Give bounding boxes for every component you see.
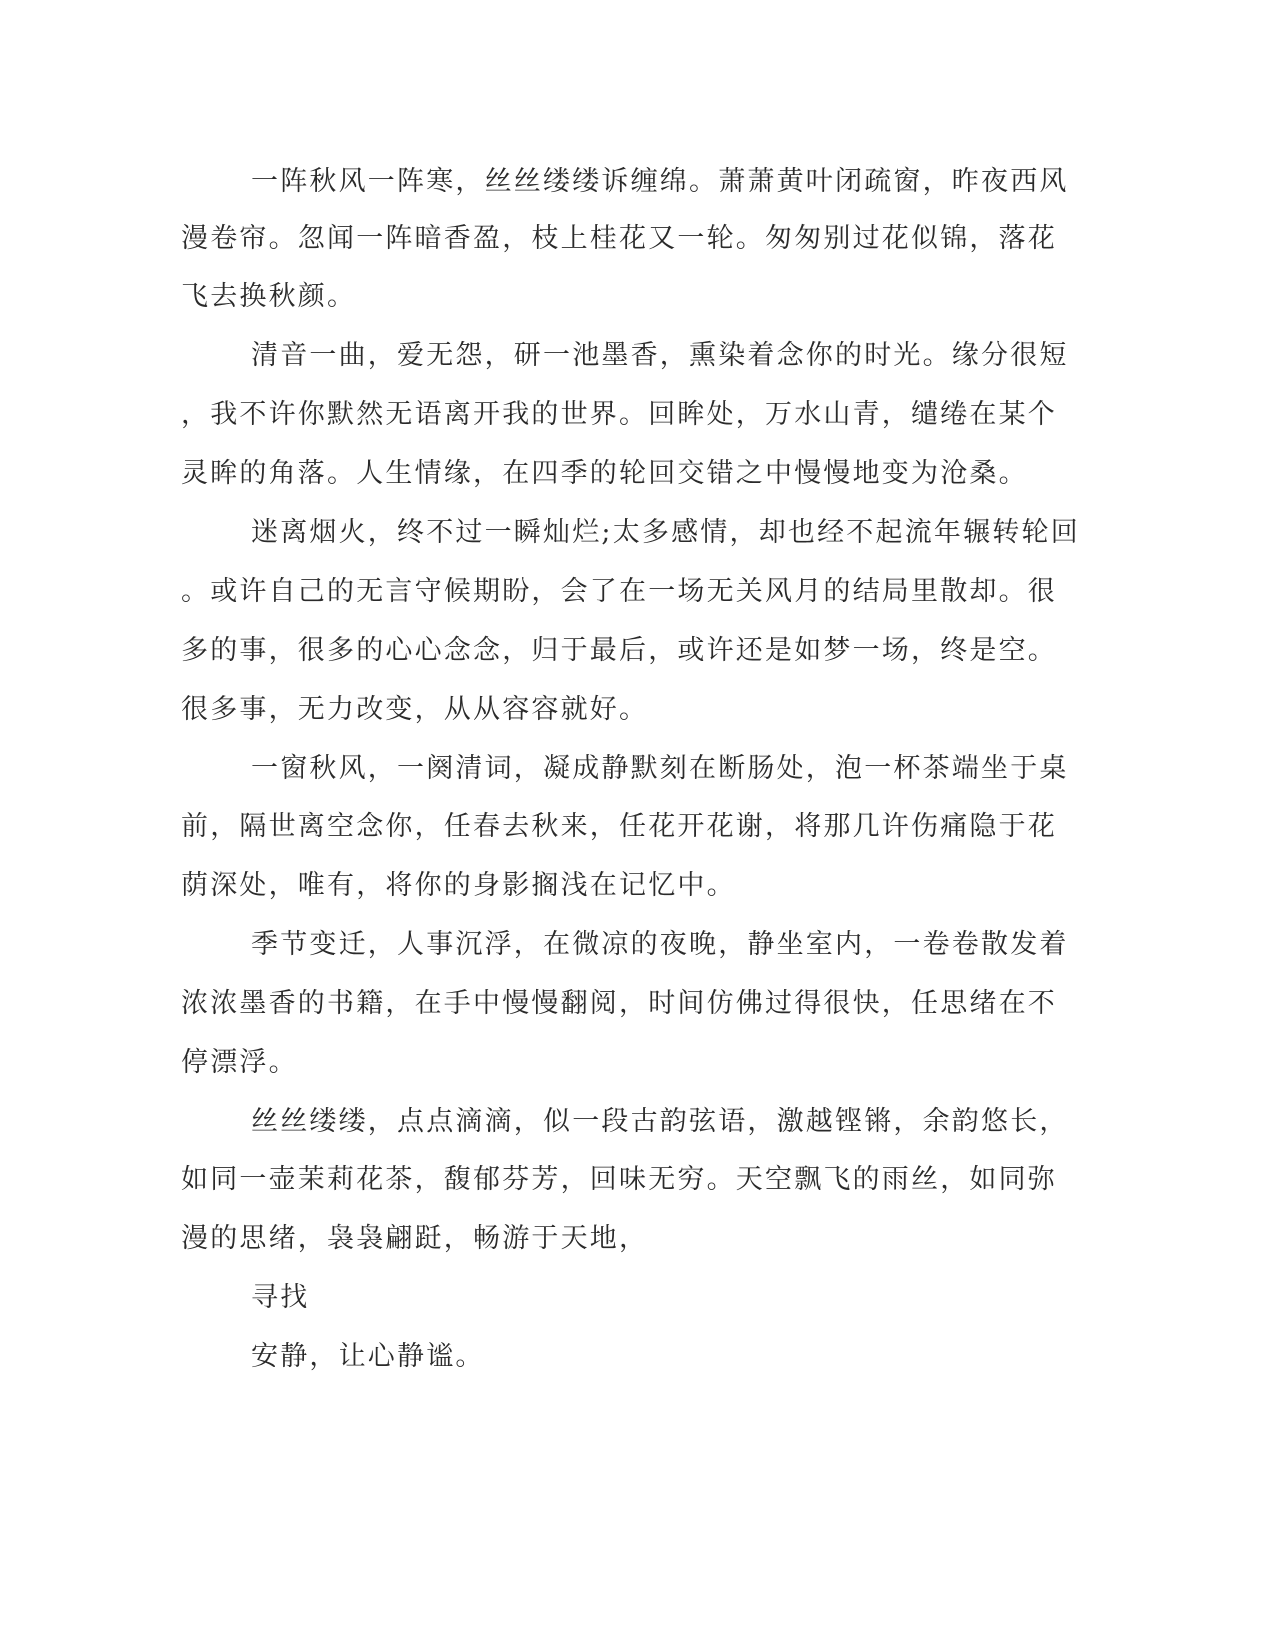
text-line: 丝丝缕缕，点点滴滴，似一段古韵弦语，激越铿锵，余韵悠长， [251, 1106, 1069, 1137]
text-line: 前，隔世离空念你，任春去秋来，任花开花谢，将那几许伤痛隐于花 [181, 811, 1057, 842]
text-line: 飞去换秋颜。 [181, 281, 357, 312]
text-line: 寻找 [251, 1282, 310, 1313]
text-line: 季节变迁，人事沉浮，在微凉的夜晚，静坐室内，一卷卷散发着 [251, 929, 1069, 960]
text-line: 一阵秋风一阵寒，丝丝缕缕诉缠绵。萧萧黄叶闭疏窗，昨夜西风 [251, 166, 1069, 197]
text-line: 浓浓墨香的书籍，在手中慢慢翻阅，时间仿佛过得很快，任思绪在不 [181, 988, 1057, 1019]
text-line: 很多事，无力改变，从从容容就好。 [181, 694, 649, 725]
text-line: 停漂浮。 [181, 1047, 298, 1078]
text-line: 安静，让心静谧。 [251, 1341, 485, 1372]
text-line: 漫卷帘。忽闻一阵暗香盈，枝上桂花又一轮。匆匆别过花似锦，落花 [181, 223, 1057, 254]
text-line: 清音一曲，爱无怨，研一池墨香，熏染着念你的时光。缘分很短 [251, 340, 1069, 371]
text-line: 灵眸的角落。人生情缘，在四季的轮回交错之中慢慢地变为沧桑。 [181, 458, 1028, 489]
text-line: ，我不许你默然无语离开我的世界。回眸处，万水山青，缱绻在某个 [181, 399, 1057, 430]
text-line: 多的事，很多的心心念念，归于最后，或许还是如梦一场，终是空。 [181, 635, 1057, 666]
text-line: 一窗秋风，一阕清词，凝成静默刻在断肠处，泡一杯茶端坐于桌 [251, 753, 1069, 784]
text-line: 漫的思绪，袅袅翩跹，畅游于天地， [181, 1223, 649, 1254]
text-line: 如同一壶茉莉花茶，馥郁芬芳，回味无穷。天空飘飞的雨丝，如同弥 [181, 1164, 1057, 1195]
text-line: 迷离烟火，终不过一瞬灿烂;太多感情，却也经不起流年辗转轮回 [251, 517, 1080, 548]
text-line: 荫深处，唯有，将你的身影搁浅在记忆中。 [181, 870, 736, 901]
text-line: 。或许自己的无言守候期盼，会了在一场无关风月的结局里散却。很 [181, 576, 1057, 607]
